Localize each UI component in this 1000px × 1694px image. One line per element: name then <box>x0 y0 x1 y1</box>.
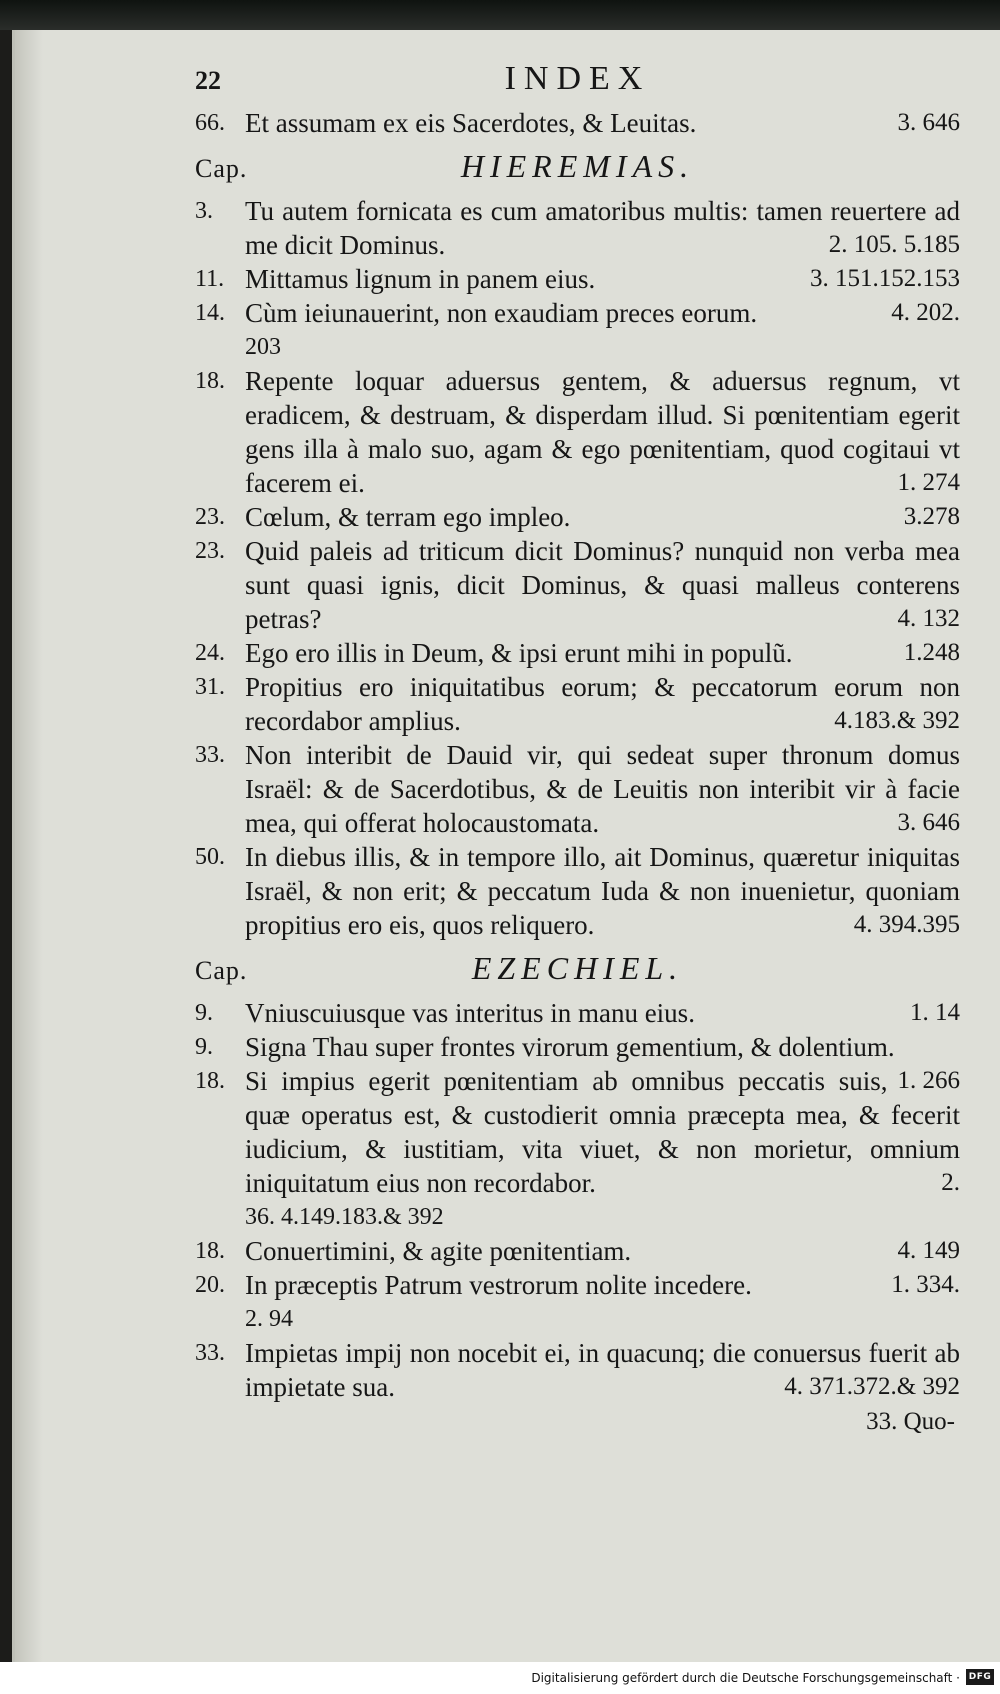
page-reference: 4. 394.395 <box>853 911 960 938</box>
verse-number: 11. <box>195 266 225 292</box>
page-reference: 3. 151.152.153 <box>810 265 960 292</box>
dfg-logo: DFG <box>966 1669 994 1685</box>
funding-notice: Digitalisierung gefördert durch die Deutsche Forschungsgemeinschaft · <box>531 1671 960 1685</box>
index-entry <box>195 194 960 262</box>
verse-number: 14. <box>195 300 225 326</box>
catchword: 33. Quo- <box>866 1408 955 1435</box>
verse-number: 18. <box>195 368 225 394</box>
entry-text: In diebus illis, & in tempore illo, ait Dominus, quæretur iniquitas Israël, & non erit; & peccatum Iuda & non inuenietur, quoniam propitius ero eis, quos reliquero. <box>245 842 960 940</box>
verse-number: 24. <box>195 640 225 666</box>
verse-number: 33. <box>195 742 225 768</box>
book-section-heading <box>195 144 960 194</box>
page-reference: 1. 266 <box>897 1067 960 1094</box>
page-reference: 1.248 <box>903 639 960 666</box>
page-reference: 4. 149 <box>897 1237 960 1264</box>
entry-text: Et assumam ex eis Sacerdotes, & Leuitas. <box>245 108 697 138</box>
entry-text: Impietas impij non nocebit ei, in quacunq; die conuersus fuerit ab impietate sua. <box>245 1338 960 1402</box>
page-reference: 2. <box>941 1169 960 1196</box>
entry-text: Tu autem fornicata es cum amatoribus multis: tamen reuertere ad me dicit Dominus. <box>245 196 960 260</box>
entry-text: Vniuscuiusque vas interitus in manu eius. <box>245 998 695 1028</box>
index-entries <box>195 106 960 1404</box>
verse-number: 23. <box>195 504 225 530</box>
index-entry <box>195 738 960 840</box>
entry-text: Non interibit de Dauid vir, qui sedeat super thronum domus Israël: & de Sacerdotibus, & de Leuitis non interibit vir à facie mea, qui offerat holocaustomata. <box>245 740 960 838</box>
verse-number: 31. <box>195 674 225 700</box>
page-number: 22 <box>195 66 221 95</box>
verse-number: 50. <box>195 844 225 870</box>
index-entry <box>195 1336 960 1404</box>
reference-continuation: 36. 4.149.183.& 392 <box>245 1204 444 1230</box>
verse-number: 20. <box>195 1272 225 1298</box>
page-reference: 3. 646 <box>897 809 960 836</box>
running-head <box>195 60 960 106</box>
scan-top-edge <box>0 0 1000 30</box>
verse-number: 3. <box>195 198 213 224</box>
entry-text: Signa Thau super frontes virorum gementium, & dolentium. <box>245 1032 895 1062</box>
entry-text: Repente loquar aduersus gentem, & aduersus regnum, vt eradicem, & destruam, & disperdam illud. Si pœnitentiam egerit gens illa à malo suo, agam & ego pœnitentiam, quod cogitaui vt facerem ei. <box>245 366 960 498</box>
entry-text: Mittamus lignum in panem eius. <box>245 264 596 294</box>
chapter-column-label: Cap. <box>195 956 248 985</box>
page-reference: 1. 334. <box>891 1271 960 1298</box>
section-title: HIEREMIAS. <box>460 148 695 184</box>
index-entry <box>195 1064 960 1234</box>
index-entry <box>195 670 960 738</box>
entry-text: Propitius ero iniquitatibus eorum; & peccatorum eorum non recordabor amplius. <box>245 672 960 736</box>
page-reference: 4. 202. <box>891 299 960 326</box>
index-entry <box>195 106 960 140</box>
index-entry <box>195 364 960 500</box>
verse-number: 9. <box>195 1034 213 1060</box>
page-reference: 3.278 <box>903 503 960 530</box>
index-entry <box>195 996 960 1030</box>
page-reference: 4. 132 <box>897 605 960 632</box>
digitization-footer <box>0 1662 1000 1694</box>
running-title: INDEX <box>504 60 651 97</box>
verse-number: 9. <box>195 1000 213 1026</box>
page-reference: 2. 105. 5.185 <box>828 231 960 258</box>
verse-number: 18. <box>195 1238 225 1264</box>
page-reference: 4. 371.372.& 392 <box>784 1373 960 1400</box>
reference-continuation: 203 <box>245 334 281 360</box>
index-entry <box>195 840 960 942</box>
reference-continuation: 2. 94 <box>245 1306 293 1332</box>
entry-text: In præceptis Patrum vestrorum nolite incedere. <box>245 1270 752 1300</box>
entry-text: Cùm ieiunauerint, non exaudiam preces eorum. <box>245 298 758 328</box>
page-reference: 3. 646 <box>897 109 960 136</box>
page-reference: 4.183.& 392 <box>834 707 960 734</box>
entry-text: Si impius egerit pœnitentiam ab omnibus peccatis suis, quæ operatus est, & custodierit omnia præcepta mea, & fecerit iudicium, & iustitiam, vita viuet, & non morietur, omnium iniquitatum eius non recordabor. <box>245 1066 960 1198</box>
entry-text: Quid paleis ad triticum dicit Dominus? nunquid non verba mea sunt quasi ignis, dicit Dominus, & quasi malleus conterens petras? <box>245 536 960 634</box>
index-entry <box>195 262 960 296</box>
entry-text: Cœlum, & terram ego impleo. <box>245 502 571 532</box>
verse-number: 18. <box>195 1068 225 1094</box>
entry-text: Conuertimini, & agite pœnitentiam. <box>245 1236 632 1266</box>
index-entry <box>195 1234 960 1268</box>
verse-number: 66. <box>195 110 225 136</box>
book-section-heading <box>195 946 960 996</box>
verse-number: 23. <box>195 538 225 564</box>
section-title: EZECHIEL. <box>471 950 684 986</box>
index-page-content <box>195 60 960 1436</box>
entry-text: Ego ero illis in Deum, & ipsi erunt mihi in populũ. <box>245 638 793 668</box>
page-reference: 1. 14 <box>910 999 960 1026</box>
verse-number: 33. <box>195 1340 225 1366</box>
book-page <box>12 30 1000 1662</box>
index-entry <box>195 1268 960 1336</box>
index-entry <box>195 296 960 364</box>
index-entry <box>195 636 960 670</box>
page-reference: 1. 274 <box>897 469 960 496</box>
chapter-column-label: Cap. <box>195 154 248 183</box>
index-entry <box>195 534 960 636</box>
index-entry <box>195 500 960 534</box>
